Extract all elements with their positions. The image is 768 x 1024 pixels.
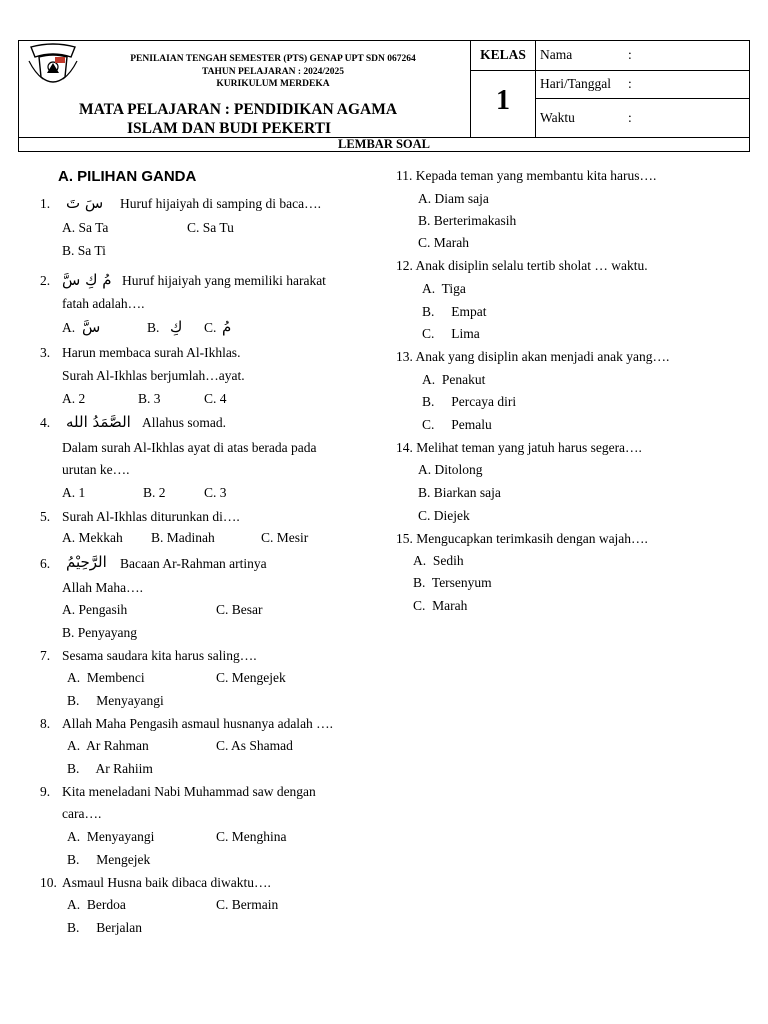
school-logo-icon: [25, 43, 81, 89]
q5-option-b: B. Madinah: [151, 530, 215, 545]
section-title: A. PILIHAN GANDA: [58, 168, 197, 185]
q3-option-b: B. 3: [138, 391, 161, 406]
q14-option-b: B. Biarkan saja: [418, 485, 501, 500]
q12-option-a: A. Tiga: [422, 281, 466, 296]
q14-option-a: A. Ditolong: [418, 462, 483, 477]
header-line-1: PENILAIAN TENGAH SEMESTER (PTS) GENAP UPT SDN 067264: [130, 54, 416, 64]
q2-option-a: A.: [62, 320, 76, 335]
q1-option-b: B. Sa Ti: [62, 243, 106, 258]
q6-option-b: B. Penyayang: [62, 625, 137, 640]
q6-number: 6.: [40, 556, 51, 571]
q1-option-a: A. Sa Ta: [62, 220, 109, 235]
q14-text: 14. Melihat teman yang jatuh harus segera….: [396, 440, 642, 455]
exam-header: [18, 40, 750, 152]
q1-number: 1.: [40, 196, 51, 211]
q8-option-c: C. As Shamad: [216, 738, 293, 753]
q5-text: Surah Al-Ikhlas diturunkan di….: [62, 509, 240, 524]
q5-option-a: A. Mekkah: [62, 530, 123, 545]
q1-option-c: C. Sa Tu: [187, 220, 234, 235]
q13-option-a: A. Penakut: [422, 372, 486, 387]
q4-text-3: urutan ke….: [62, 462, 130, 477]
lembar-soal-title: LEMBAR SOAL: [337, 137, 431, 151]
q7-number: 7.: [40, 648, 51, 663]
q11-option-c: C. Marah: [418, 235, 469, 250]
q10-option-b: B. Berjalan: [67, 920, 142, 935]
q13-text: 13. Anak yang disiplin akan menjadi anak yang….: [396, 349, 670, 364]
hari-colon: :: [628, 76, 632, 91]
q6-option-c: C. Besar: [216, 602, 263, 617]
q2-number: 2.: [40, 273, 51, 288]
q12-text: 12. Anak disiplin selalu tertib sholat … waktu.: [396, 258, 648, 273]
q4-option-c: C. 3: [204, 485, 227, 500]
q11-option-b: B. Berterimakasih: [418, 213, 517, 228]
q2-option-b-arabic: كِ: [170, 318, 183, 336]
q15-option-a: A. Sedih: [413, 553, 464, 568]
q13-option-c: C. Pemalu: [422, 417, 492, 432]
q7-text: Sesama saudara kita harus saling….: [62, 648, 257, 663]
q7-option-c: C. Mengejek: [216, 670, 286, 685]
q5-option-c: C. Mesir: [261, 530, 309, 545]
q9-text-2: cara….: [62, 806, 102, 821]
q4-arabic: الصَّمَدُ الله: [66, 413, 131, 431]
q2-arabic: مُ كِ سَّ: [62, 271, 112, 289]
q14-option-c: C. Diejek: [418, 508, 470, 523]
q9-number: 9.: [40, 784, 51, 799]
q2-text: Huruf hijaiyah yang memiliki harakat: [122, 273, 326, 288]
q12-option-c: C. Lima: [422, 326, 480, 341]
q2-text-2: fatah adalah….: [62, 296, 145, 311]
q1-arabic: سَ تَ: [66, 194, 104, 212]
q15-text: 15. Mengucapkan terimkasih dengan wajah….: [396, 531, 648, 546]
q13-option-b: B. Percaya diri: [422, 394, 517, 409]
q5-number: 5.: [40, 509, 51, 524]
q8-option-b: B. Ar Rahiim: [67, 761, 153, 776]
q11-text: 11. Kepada teman yang membantu kita harus….: [396, 168, 657, 183]
q2-option-a-arabic: سَّ: [82, 318, 101, 336]
q2-option-c: C.: [204, 320, 217, 335]
subject-line-1: MATA PELAJARAN : PENDIDIKAN AGAMA: [79, 101, 398, 118]
kelas-label: KELAS: [480, 47, 526, 62]
q9-option-c: C. Menghina: [216, 829, 287, 844]
q10-option-a: A. Berdoa: [67, 897, 126, 912]
q3-text-2: Surah Al-Ikhlas berjumlah…ayat.: [62, 368, 245, 383]
waktu-colon: :: [628, 110, 632, 125]
q7-option-b: B. Menyayangi: [67, 693, 164, 708]
nama-colon: :: [628, 47, 632, 62]
kelas-value: 1: [496, 85, 510, 116]
q8-number: 8.: [40, 716, 51, 731]
q12-option-b: B. Empat: [422, 304, 487, 319]
subject-line-2: ISLAM DAN BUDI PEKERTI: [127, 120, 331, 137]
q3-text: Harun membaca surah Al-Ikhlas.: [62, 345, 241, 360]
nama-label: Nama: [540, 47, 573, 62]
q15-option-c: C. Marah: [413, 598, 468, 613]
q4-number: 4.: [40, 415, 51, 430]
q3-option-c: C. 4: [204, 391, 227, 406]
q3-number: 3.: [40, 345, 51, 360]
q6-option-a: A. Pengasih: [62, 602, 128, 617]
q8-text: Allah Maha Pengasih asmaul husnanya adalah ….: [62, 716, 334, 731]
q4-option-a: A. 1: [62, 485, 86, 500]
q2-option-c-arabic: مُ: [222, 318, 232, 336]
q10-option-c: C. Bermain: [216, 897, 279, 912]
q1-text: Huruf hijaiyah di samping di baca….: [120, 196, 321, 211]
q4-option-b: B. 2: [143, 485, 166, 500]
hari-label: Hari/Tanggal: [540, 76, 612, 91]
q11-option-a: A. Diam saja: [418, 191, 489, 206]
header-line-3: KURIKULUM MERDEKA: [216, 79, 330, 89]
q9-option-b: B. Mengejek: [67, 852, 151, 867]
waktu-label: Waktu: [540, 110, 575, 125]
q9-option-a: A. Menyayangi: [67, 829, 155, 844]
q2-option-b: B.: [147, 320, 160, 335]
q6-text: Bacaan Ar-Rahman artinya: [120, 556, 267, 571]
q10-text: Asmaul Husna baik dibaca diwaktu….: [62, 875, 271, 890]
q6-text-2: Allah Maha….: [62, 580, 143, 595]
q6-arabic: الرَّحِيْمُ: [66, 553, 107, 571]
q4-text-2: Dalam surah Al-Ikhlas ayat di atas berada pada: [62, 440, 317, 455]
q8-option-a: A. Ar Rahman: [67, 738, 149, 753]
q4-text: Allahus somad.: [142, 415, 226, 430]
q3-option-a: A. 2: [62, 391, 86, 406]
q15-option-b: B. Tersenyum: [413, 575, 492, 590]
q10-number: 10.: [40, 875, 57, 890]
header-line-2: TAHUN PELAJARAN : 2024/2025: [201, 67, 345, 77]
q7-option-a: A. Membenci: [67, 670, 145, 685]
q9-text: Kita meneladani Nabi Muhammad saw dengan: [62, 784, 316, 799]
